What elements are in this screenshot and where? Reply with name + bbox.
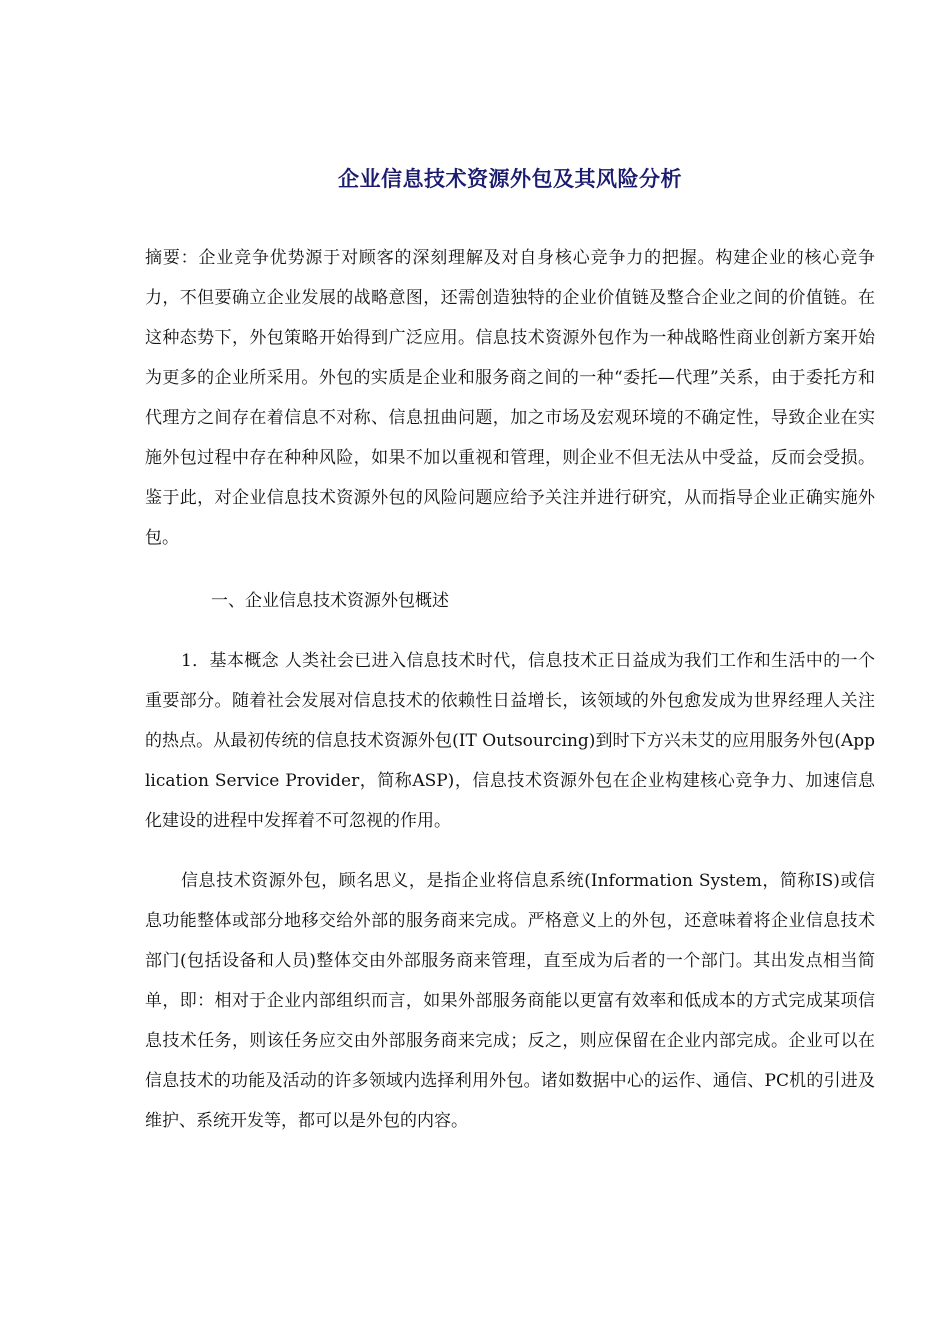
basic-concept-paragraph: 1．基本概念 人类社会已进入信息技术时代，信息技术正日益成为我们工作和生活中的一个重要部分。随着社会发展对信息技术的依赖性日益增长，该领域的外包愈发成为世界经理人关注的热点。从最初传统的信息技术资源外包(IT Outsourcing)到时下方兴未艾的应用服务外包(Application Service Provider，简称ASP)，信息技术资源外包在企业构建核心竞争力、加速信息化建设的进程中发挥着不可忽视的作用。: [145, 651, 875, 831]
definition-paragraph: 信息技术资源外包，顾名思义，是指企业将信息系统(Information System，简称IS)或信息功能整体或部分地移交给外部的服务商来完成。严格意义上的外包，还意味着将企业信息技术部门(包括设备和人员)整体交由外部服务商来管理，直至成为后者的一个部门。其出发点相当简单，即：相对于企业内部组织而言，如果外部服务商能以更富有效率和低成本的方式完成某项信息技术任务，则该任务应交由外部服务商来完成；反之，则应保留在企业内部完成。企业可以在信息技术的功能及活动的许多领域内选择利用外包。诸如数据中心的运作、通信、PC机的引进及维护、系统开发等，都可以是外包的内容。: [145, 871, 875, 1131]
abstract-paragraph: 摘要：企业竞争优势源于对顾客的深刻理解及对自身核心竞争力的把握。构建企业的核心竞争力，不但要确立企业发展的战略意图，还需创造独特的企业价值链及整合企业之间的价值链。在这种态势下，外包策略开始得到广泛应用。信息技术资源外包作为一种战略性商业创新方案开始为更多的企业所采用。外包的实质是企业和服务商之间的一种“委托—代理”关系，由于委托方和代理方之间存在着信息不对称、信息扭曲问题，加之市场及宏观环境的不确定性，导致企业在实施外包过程中存在种种风险，如果不加以重视和管理，则企业不但无法从中受益，反而会受损。鉴于此，对企业信息技术资源外包的风险问题应给予关注并进行研究，从而指导企业正确实施外包。: [145, 248, 875, 548]
section-heading-overview: 一、企业信息技术资源外包概述: [211, 591, 449, 611]
document-title: 企业信息技术资源外包及其风险分析: [338, 167, 682, 191]
